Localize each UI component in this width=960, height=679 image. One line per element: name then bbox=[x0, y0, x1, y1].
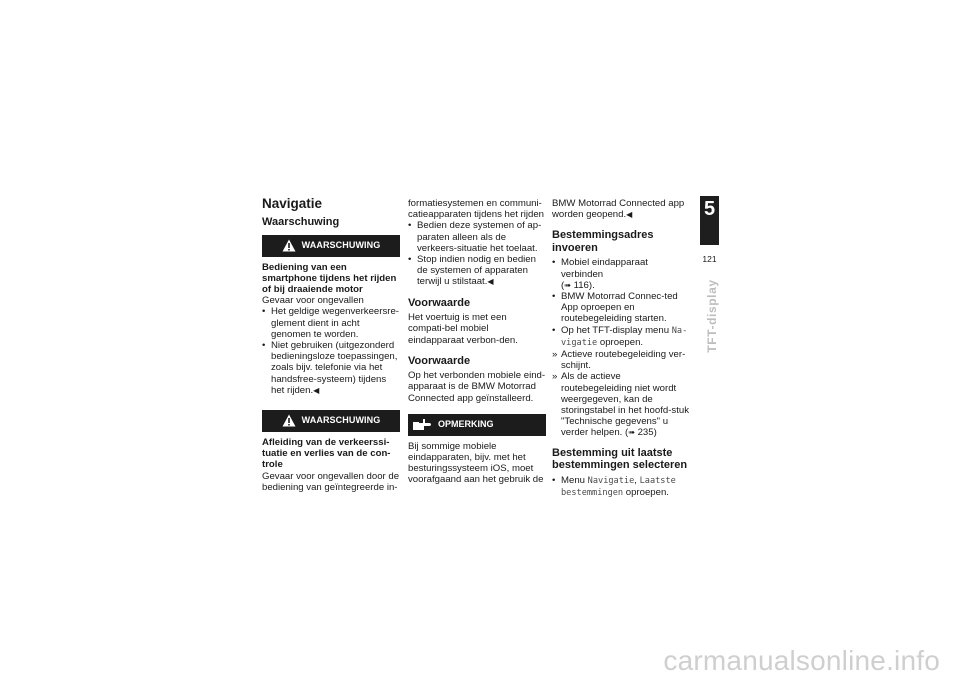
note-box bbox=[408, 414, 546, 436]
section-title: Navigatie bbox=[262, 196, 323, 211]
warning-text-continued: formatiesystemen en communi-catieapparaten tijdens het rijden bbox=[408, 198, 545, 221]
list-item: • Op het TFT-display menu Na-vigatie oproepen. bbox=[552, 325, 690, 349]
paragraph: Het voertuig is met een compati-bel mobiel eindapparaat verbon-den. bbox=[408, 312, 518, 346]
list-item: » Als de actieve routebegeleiding niet wordt weergegeven, kan de storingstabel in het hoofd-stuk "Technische gegevens" u verder helpen. (➠ 235) bbox=[552, 371, 690, 438]
note-text-continued: BMW Motorrad Connected app worden geopend.◀ bbox=[552, 198, 685, 221]
end-marker-icon: ◀ bbox=[487, 277, 494, 287]
list-item: • Mobiel eindapparaat verbinden (➠ 116). bbox=[552, 257, 690, 291]
list-item: » Actieve routebegeleiding ver-schijnt. bbox=[552, 349, 690, 371]
list-item: • Menu Navigatie, Laatste bestemmingen oproepen. bbox=[552, 475, 690, 499]
column-2 bbox=[408, 198, 546, 486]
column-1 bbox=[262, 196, 400, 493]
step-list bbox=[552, 475, 690, 499]
warning-list bbox=[262, 306, 400, 396]
subsection-title: Waarschuwing bbox=[262, 216, 340, 228]
warning-triangle-icon bbox=[282, 414, 296, 427]
step-list bbox=[552, 257, 690, 349]
chapter-number: 5 bbox=[703, 198, 716, 220]
chapter-side-title: TFT-display bbox=[705, 279, 719, 353]
warning-text: Gevaar voor ongevallen door de bediening van geïntegreerde in- bbox=[262, 470, 400, 493]
heading-voorwaarde: Voorwaarde bbox=[408, 354, 471, 367]
warning-label: WAARSCHUWING bbox=[301, 415, 381, 426]
end-marker-icon: ◀ bbox=[313, 385, 320, 395]
warning-box bbox=[262, 235, 400, 257]
heading-voorwaarde: Voorwaarde bbox=[408, 296, 471, 309]
note-label: OPMERKING bbox=[438, 419, 494, 430]
warning-list bbox=[408, 220, 546, 287]
warning-box bbox=[262, 410, 400, 432]
column-3 bbox=[552, 198, 690, 499]
pointing-hand-icon bbox=[412, 418, 432, 432]
warning-heading: Bediening van een smartphone tijdens het rijden of bij draaiende motor bbox=[262, 261, 397, 295]
list-item: • BMW Motorrad Connec-ted App oproepen en routebegeleiding starten. bbox=[552, 291, 690, 325]
page-reference-arrow-icon: ➠ bbox=[564, 280, 571, 290]
warning-triangle-icon bbox=[282, 239, 296, 252]
heading-recent-destinations: Bestemming uit laatste bestemmingen selecteren bbox=[552, 446, 688, 472]
note-text: Bij sommige mobiele eindapparaten, bijv. met het besturingssysteem iOS, moet voorafgaand aan het gebruik de bbox=[408, 440, 544, 486]
warning-danger: Gevaar voor ongevallen bbox=[262, 295, 364, 307]
end-marker-icon: ◀ bbox=[626, 210, 633, 220]
list-item: • Bedien deze systemen of ap-paraten alleen als de verkeers-situatie het toelaat. bbox=[408, 220, 546, 254]
result-list bbox=[552, 349, 690, 439]
list-item: • Het geldige wegenverkeersre-glement dient in acht genomen te worden. bbox=[262, 306, 400, 340]
chapter-tab bbox=[700, 196, 719, 245]
list-item: • Stop indien nodig en bedien de systemen of apparaten terwijl u stilstaat.◀ bbox=[408, 254, 546, 288]
list-item: • Niet gebruiken (uitgezonderd bedieningsloze toepassingen, zoals bijv. telefonie via het handsfree-systeem) tijdens het rijden.◀ bbox=[262, 340, 400, 396]
warning-heading: Afleiding van de verkeerssi-tuatie en verlies van de con-trole bbox=[262, 436, 391, 471]
watermark: carmanualsonline.info bbox=[663, 645, 940, 676]
paragraph: Op het verbonden mobiele eind-apparaat is de BMW Motorrad Connected app geïnstalleerd. bbox=[408, 370, 546, 404]
page-reference-arrow-icon: ➠ bbox=[628, 428, 635, 438]
page-number: 121 bbox=[702, 254, 717, 264]
warning-label: WAARSCHUWING bbox=[301, 239, 381, 250]
heading-destination-input: Bestemmingsadres invoeren bbox=[552, 229, 654, 254]
